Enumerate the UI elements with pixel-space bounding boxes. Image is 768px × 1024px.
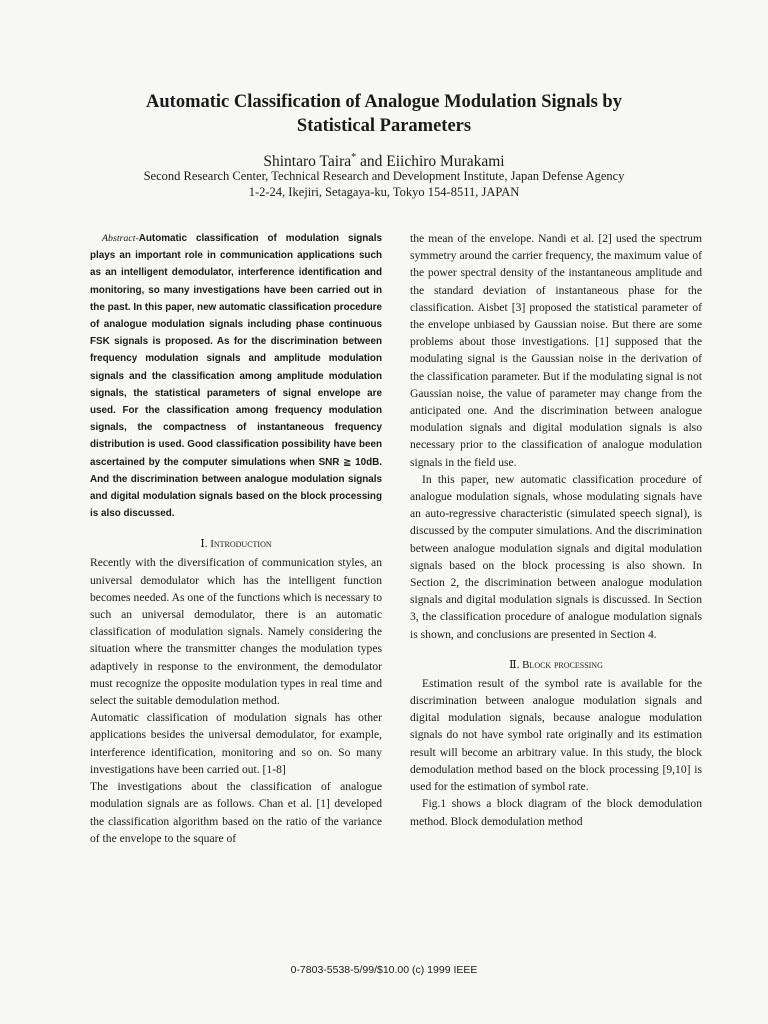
section-heading-introduction bbox=[90, 534, 382, 554]
author-1: Shintaro Taira bbox=[263, 153, 352, 171]
right-paragraph-2: In this paper, new automatic classification procedure of analogue modulation signals, whose modulating signals have an auto-regressive characteristic (simulated speech signal), is discussed by the computer simulations. And the discrimination between analogue modulation signals and digital modulation signals based on the block processing is also shown. In Section 2, the discrimination between analogue modulation signals and digital modulation signals is discussed. In Section 3, the classification procedure of analogue modulation signals is shown, and conclusions are presented in Section 4. bbox=[410, 472, 702, 641]
block-paragraph-1: Estimation result of the symbol rate is available for the discrimination between analogue modulation signals and digital modulation signals, because analogue modulation signals do not have symbol rate originally and its estimation result will become an arbitrary value. In this study, the block demodulation method based on the block processing [9,10] is used for the estimation of symbol rate. bbox=[410, 676, 702, 794]
intro-paragraph-1: Recently with the diversification of communication styles, an universal demodulator which has the intelligent function becomes needed. As one of the functions which is necessary to such an universal demodulator, there is an automatic classification of modulation signals. Namely considering the situation where the transmitter changes the modulation types adaptively in response to the environment, the demodulator must recognize the opposite modulation types in real time and select the suitable demodulation method. bbox=[90, 556, 382, 708]
block-paragraph-2: Fig.1 shows a block diagram of the block demodulation method. Block demodulation method bbox=[410, 797, 702, 828]
left-column bbox=[90, 230, 382, 847]
abstract-lead: Abstract- bbox=[102, 233, 139, 244]
intro-paragraph-3: The investigations about the classification of analogue modulation signals are as follows. Chan et al. [1] developed the classification algorithm based on the ratio of the variance of the envelope to the square of bbox=[90, 780, 382, 845]
right-column bbox=[410, 230, 702, 830]
section-title: Introduction bbox=[210, 538, 272, 551]
section-number: Ⅰ. bbox=[200, 538, 211, 551]
section-title: Block processing bbox=[522, 658, 603, 671]
abstract-body: Automatic classification of modulation signals plays an important role in communication applications such as an intelligent demodulator, interference identification and monitoring, so many investigations have been carried out in the past. In this paper, new automatic classification procedure of analogue modulation signals including phase continuous FSK signals is proposed. As for the discrimination between frequency modulation signals and amplitude modulation signals and the classification among amplitude modulation signals, the statistical parameters of signal envelope are used. For the classification among frequency modulation signals, the compactness of instantaneous frequency distribution is used. Good classification possibility have been ascertained by the computer simulations when SNR ≧ 10dB. And the discrimination between analogue modulation signals and digital modulation signals based on the block processing is also discussed. bbox=[90, 233, 382, 520]
title-line-1: Automatic Classification of Analogue Modulation Signals by bbox=[146, 92, 622, 112]
right-paragraph-1: the mean of the envelope. Nandi et al. [2] used the spectrum symmetry around the carrier frequency, the maximum value of the power spectral density of the instantaneous amplitude and the standard deviation of instantaneous phase for the classification. Aisbet [3] proposed the statistical parameter of the envelope unbiased by Gaussian noise. But there are some problems about those investigations. [1] supposed that the modulating signal is the Gaussian noise in the derivation of the classification parameter. But if the modulating signal is not Gaussian noise, the value of parameter may change from the anticipated one. And the discrimination between analogue modulation signals and digital modulation signals is also necessary prior to the classification of analogue modulation signals in the field use. bbox=[410, 232, 702, 469]
title-line-2: Statistical Parameters bbox=[296, 116, 472, 136]
section-number: Ⅱ. bbox=[509, 658, 523, 671]
affiliation bbox=[0, 168, 768, 200]
affiliation-line-1: Second Research Center, Technical Research and Development Institute, Japan Defense Agency bbox=[143, 169, 625, 183]
abstract bbox=[90, 230, 382, 522]
copyright-footer: 0-7803-5538-5/99/$10.00 (c) 1999 IEEE bbox=[290, 964, 478, 976]
intro-paragraph-2: Automatic classification of modulation signals has other applications besides the universal demodulator, for example, interference identification, monitoring and so on. So many investigations have been carried out. [1-8] bbox=[90, 711, 382, 776]
author-1-mark: * bbox=[351, 152, 357, 163]
paper-title bbox=[0, 90, 768, 138]
section-heading-block-processing bbox=[410, 655, 702, 675]
author-2: and Eiichiro Murakami bbox=[356, 153, 505, 171]
affiliation-line-2: 1-2-24, Ikejiri, Setagaya-ku, Tokyo 154-8511, JAPAN bbox=[248, 185, 520, 199]
